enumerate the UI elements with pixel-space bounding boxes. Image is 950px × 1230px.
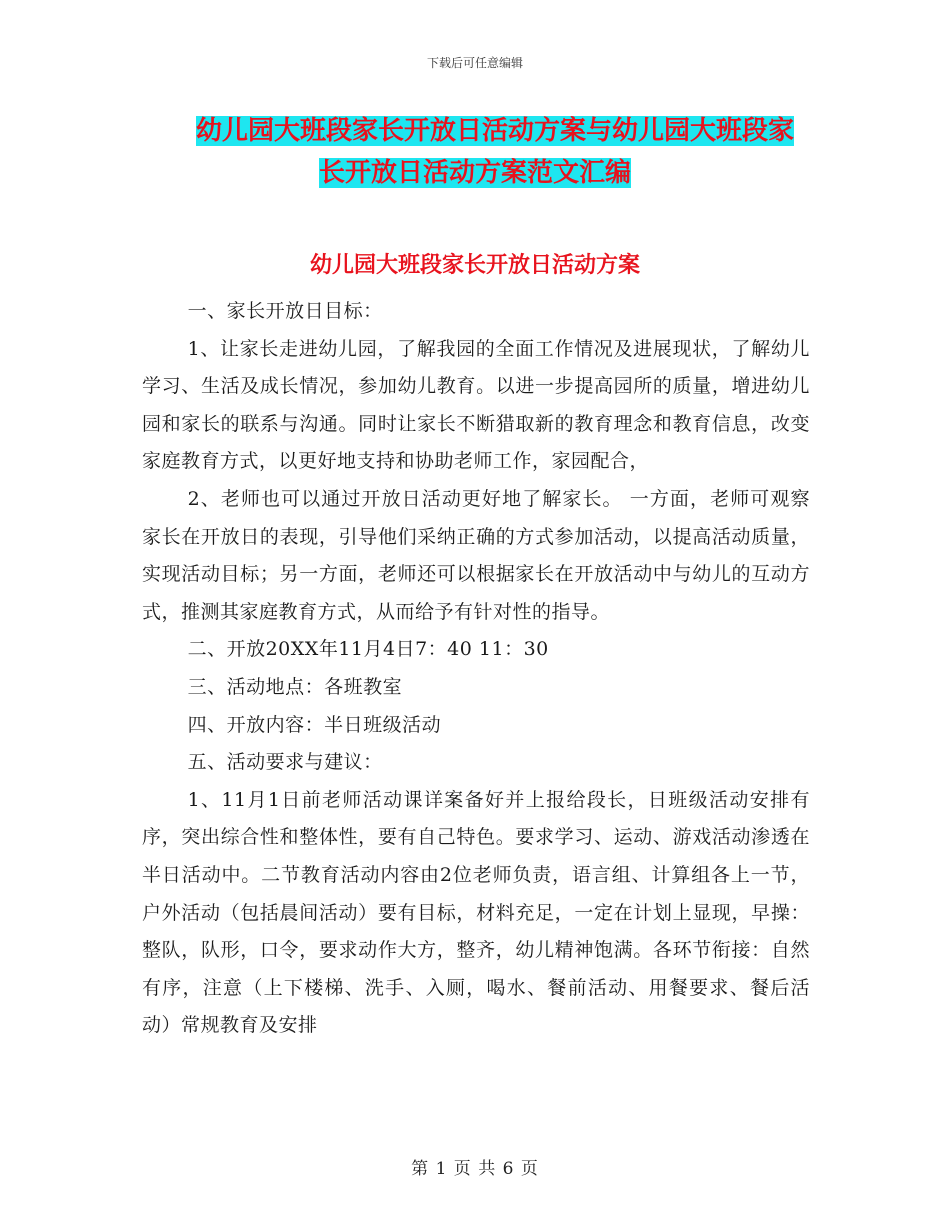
paragraph: 1、11月1日前老师活动课详案备好并上报给段长，日班级活动安排有序，突出综合性和整体性，要有自己特色。要求学习、运动、游戏活动渗透在半日活动中。二节教育活动内容由2位老师负责，语言组、计算组各上一节，户外活动（包括晨间活动）要有目标，材料充足，一定在计划上显现，早操：整队，队形，口令，要求动作大方，整齐，幼儿精神饱满。各环节衔接：自然有序，注意（上下楼梯、洗手、入厕，喝水、餐前活动、用餐要求、餐后活动）常规教育及安排 bbox=[142, 788, 810, 1037]
paragraph: 四、开放内容：半日班级活动 bbox=[187, 713, 442, 736]
paragraph: 2、老师也可以通过开放日活动更好地了解家长。 一方面，老师可观察家长在开放日的表现，引导他们采纳正确的方式参加活动，以提高活动质量，实现活动目标；另一方面，老师还可以根据家长在开放活动中与幼儿的互动方式，推测其家庭教育方式，从而给予有针对性的指导。 bbox=[142, 487, 810, 623]
paragraph: 二、开放20XX年11月4日7：40 11：30 bbox=[187, 638, 549, 661]
paragraph: 五、活动要求与建议： bbox=[187, 751, 383, 774]
header-note: 下载后可任意编辑 bbox=[426, 56, 523, 70]
paragraph: 三、活动地点：各班教室 bbox=[187, 675, 403, 698]
page-number: 第 1 页 共 6 页 bbox=[411, 1159, 539, 1179]
title-line-1: 幼儿园大班段家长开放日活动方案与幼儿园大班段家 bbox=[196, 116, 795, 146]
document-title bbox=[140, 110, 810, 194]
title-line-2: 长开放日活动方案范文汇编 bbox=[318, 158, 631, 188]
section-title: 幼儿园大班段家长开放日活动方案 bbox=[309, 252, 640, 278]
paragraph: 一、家长开放日目标： bbox=[187, 300, 383, 322]
document-body bbox=[142, 293, 810, 1045]
paragraph: 1、让家长走进幼儿园，了解我园的全面工作情况及进展现状，了解幼儿学习、生活及成长情况，参加幼儿教育。以进一步提高园所的质量，增进幼儿园和家长的联系与沟通。同时让家长不断猎取新的教育理念和教育信息，改变家庭教育方式，以更好地支持和协助老师工作，家园配合， bbox=[142, 337, 810, 473]
